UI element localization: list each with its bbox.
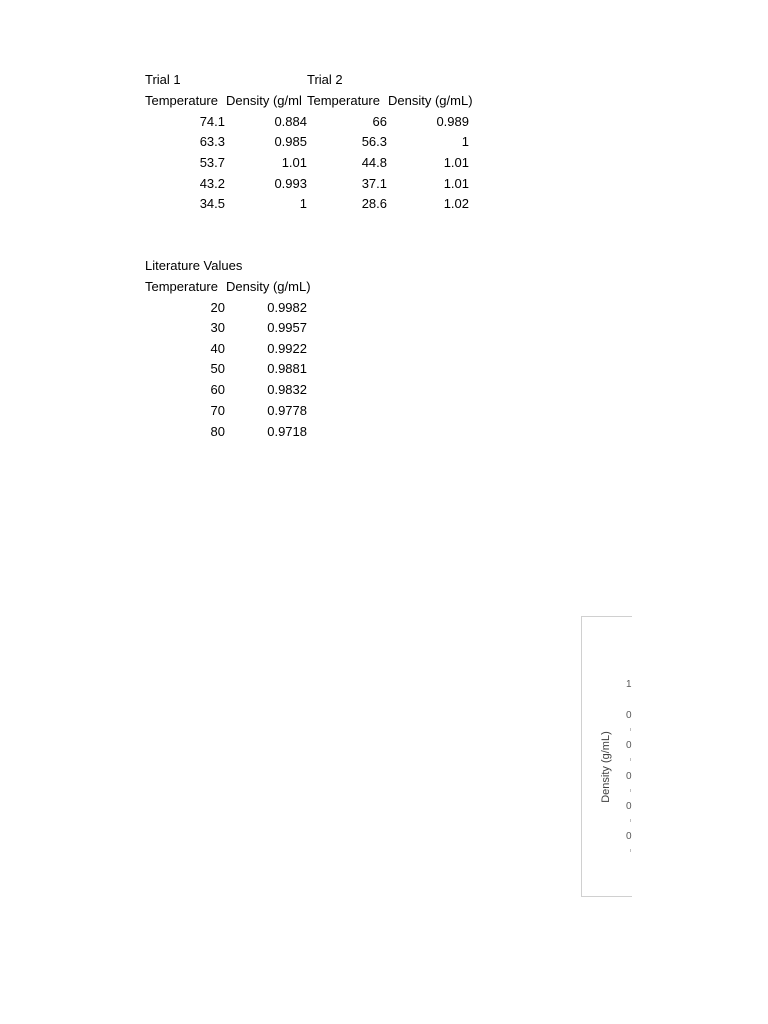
- trial2-temperature-cell: 28.6: [361, 196, 387, 211]
- literature-temperature-cell: 80: [210, 424, 225, 439]
- literature-temperature-cell: 40: [210, 341, 225, 356]
- literature-density-cell: 0.9778: [267, 403, 307, 418]
- chart-y-tick-label: 0: [626, 771, 632, 782]
- trial2-density-cell: 1.01: [443, 155, 469, 170]
- trial1-density-cell: 1.01: [281, 155, 307, 170]
- trial2-density-cell: 0.989: [436, 114, 469, 129]
- chart-minor-tick: [630, 819, 631, 822]
- trial1-density-cell: 0.985: [274, 134, 307, 149]
- chart-y-tick-label: 0: [626, 831, 632, 842]
- trial1-density-cell: 0.993: [274, 176, 307, 191]
- literature-density-cell: 0.9982: [267, 300, 307, 315]
- chart-minor-tick: [630, 728, 631, 731]
- trial1-temperature-cell: 53.7: [199, 155, 225, 170]
- chart-minor-tick: [630, 758, 631, 761]
- trial1-density-cell: 1: [299, 196, 307, 211]
- trial1-temperature-header: Temperature: [145, 93, 218, 108]
- chart-y-tick-label: 1: [626, 679, 632, 690]
- chart-y-tick-label: 0: [626, 801, 632, 812]
- literature-density-cell: 0.9881: [267, 361, 307, 376]
- chart-y-tick-label: 0: [626, 740, 632, 751]
- literature-density-header: Density (g/mL): [226, 279, 311, 294]
- trial2-temperature-header: Temperature: [307, 93, 380, 108]
- trial1-temperature-cell: 74.1: [199, 114, 225, 129]
- literature-density-cell: 0.9922: [267, 341, 307, 356]
- trial2-density-cell: 1: [461, 134, 469, 149]
- literature-density-cell: 0.9718: [267, 424, 307, 439]
- trial1-density-cell: 0.884: [274, 114, 307, 129]
- trial2-density-cell: 1.01: [443, 176, 469, 191]
- literature-density-cell: 0.9832: [267, 382, 307, 397]
- literature-temperature-cell: 70: [210, 403, 225, 418]
- trial1-temperature-cell: 43.2: [199, 176, 225, 191]
- literature-temperature-header: Temperature: [145, 279, 218, 294]
- chart-minor-tick: [630, 789, 631, 792]
- trial1-title: Trial 1: [145, 72, 181, 87]
- literature-temperature-cell: 50: [210, 361, 225, 376]
- trial2-temperature-cell: 37.1: [361, 176, 387, 191]
- literature-title: Literature Values: [145, 258, 243, 273]
- trial2-temperature-cell: 66: [372, 114, 387, 129]
- trial2-temperature-cell: 56.3: [361, 134, 387, 149]
- trial1-temperature-cell: 63.3: [199, 134, 225, 149]
- chart-y-axis-label: Density (g/mL): [600, 731, 612, 803]
- trial1-density-header: Density (g/ml: [226, 93, 302, 108]
- trial2-density-cell: 1.02: [443, 196, 469, 211]
- trial2-density-header: Density (g/mL): [388, 93, 473, 108]
- literature-temperature-cell: 60: [210, 382, 225, 397]
- literature-density-cell: 0.9957: [267, 320, 307, 335]
- chart-y-tick-label: 0: [626, 710, 632, 721]
- trial1-temperature-cell: 34.5: [199, 196, 225, 211]
- trial2-temperature-cell: 44.8: [361, 155, 387, 170]
- literature-temperature-cell: 20: [210, 300, 225, 315]
- trial2-title: Trial 2: [307, 72, 343, 87]
- chart-minor-tick: [630, 849, 631, 852]
- literature-temperature-cell: 30: [210, 320, 225, 335]
